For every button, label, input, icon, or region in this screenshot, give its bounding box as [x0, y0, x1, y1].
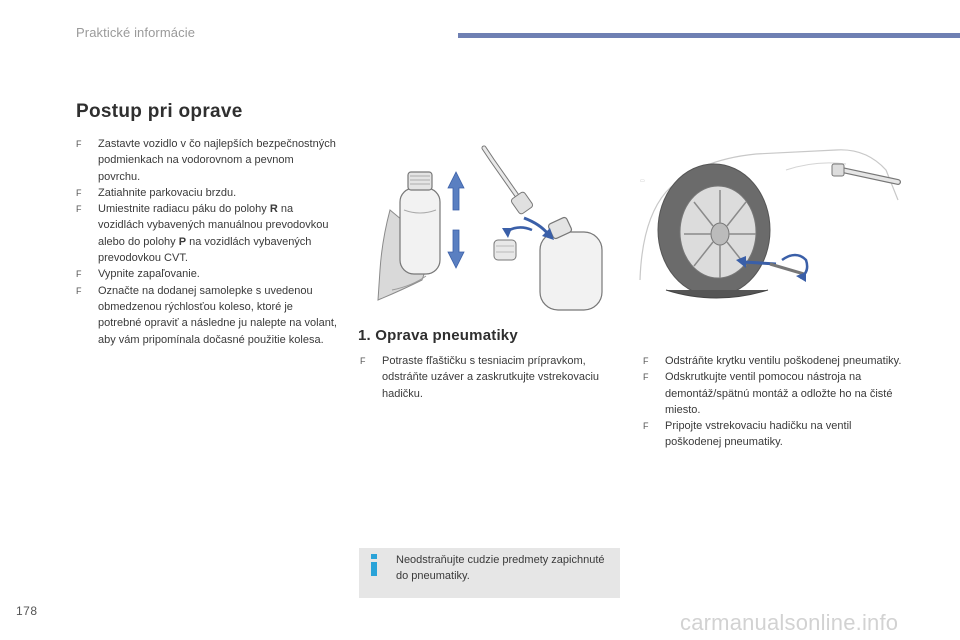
list-item: [643, 418, 905, 451]
finger-pointer-icon: F: [76, 204, 82, 215]
wheel-valve-illustration: [636, 130, 926, 305]
finger-pointer-icon: F: [643, 372, 649, 383]
list-item: [76, 283, 338, 348]
finger-pointer-icon: F: [76, 285, 82, 296]
finger-pointer-icon: F: [76, 139, 82, 149]
step-text: na vozidlách vybavených manuálnou prevodovkou alebo do polohy: [98, 203, 329, 248]
step-text: Odstráňte krytku ventilu poškodenej pneumatiky.: [665, 355, 902, 367]
list-item: [76, 136, 338, 185]
svg-text:▭: ▭: [640, 178, 645, 184]
step-text: Potraste fľaštičku s tesniacim prípravkom, odstráňte uzáver a zaskrutkujte vstrekovaciu hadičku.: [382, 355, 600, 400]
step-text: Označte na dodanej samolepke s uvedenou obmedzenou rýchlosťou koleso, ktoré je potrebné opraviť a následne ju nalepte na volant, aby vám pripomínala dočasné použitie kolesa.: [98, 284, 337, 346]
finger-pointer-icon: F: [643, 356, 649, 366]
page-number: 178: [16, 604, 38, 618]
step-text: Zastavte vozidlo v čo najlepších bezpečnostných podmienkach na vodorovnom a pevnom povrchu.: [98, 138, 336, 183]
gear-position-r: R: [269, 203, 278, 216]
section-title: 1. Oprava pneumatiky: [358, 327, 518, 344]
valve-steps-list: [643, 353, 905, 451]
step-text: Zatiahnite parkovaciu brzdu.: [98, 186, 237, 199]
list-item: [643, 369, 905, 418]
header-accent-bar: [458, 33, 960, 38]
section-header-title: Praktické informácie: [76, 25, 196, 40]
list-item: [76, 185, 338, 201]
info-note-text: Neodstraňujte cudzie predmety zapichnuté do pneumatiky.: [396, 554, 605, 583]
sealant-bottle-illustration: [372, 140, 612, 315]
gear-position-p: P: [178, 235, 187, 248]
finger-pointer-icon: F: [76, 269, 82, 280]
step-text: Vypnite zapaľovanie.: [98, 268, 200, 281]
list-item: [643, 353, 905, 369]
step-text: na vozidlách vybavených prevodovkou CVT.: [98, 235, 312, 265]
list-item: [360, 353, 622, 402]
list-item: [76, 201, 338, 266]
procedure-steps-list: [76, 136, 338, 348]
repair-steps-list: [360, 353, 622, 402]
step-text: Umiestnite radiacu páku do polohy: [98, 203, 270, 216]
watermark: carmanualsonline.info: [680, 610, 899, 635]
page-title: Postup pri oprave: [76, 101, 243, 122]
info-icon: [366, 554, 382, 576]
finger-pointer-icon: F: [76, 187, 82, 198]
step-text: Odskrutkujte ventil pomocou nástroja na demontáž/spätnú montáž a odložte ho na čisté miesto.: [665, 371, 893, 416]
finger-pointer-icon: F: [643, 421, 649, 432]
finger-pointer-icon: F: [360, 356, 366, 366]
list-item: [76, 266, 338, 282]
step-text: Pripojte vstrekovaciu hadičku na ventil poškodenej pneumatiky.: [665, 420, 852, 449]
